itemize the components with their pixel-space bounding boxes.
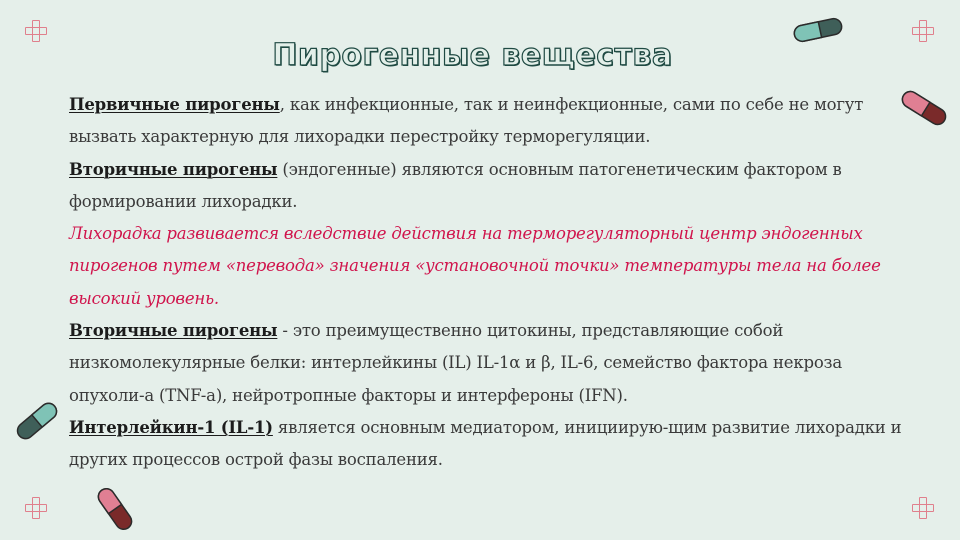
term-secondary-pyrogens: Вторичные пирогены xyxy=(69,159,278,179)
paragraph-text: является основным медиатором, инициирую-щим развитие лихорадки и других процессов острой фазы воспаления. xyxy=(69,417,902,470)
slide-body xyxy=(69,89,919,477)
paragraph-text: , как инфекционные, так и неинфекционные, сами по себе не могут вызвать характерную для лихорадки перестройку терморегуляции. xyxy=(69,95,864,147)
capsule-icon xyxy=(90,484,140,534)
plus-icon xyxy=(25,20,47,42)
capsule-icon xyxy=(12,398,62,444)
capsule-icon xyxy=(896,86,952,130)
term-primary-pyrogens: Первичные пирогены xyxy=(69,95,280,114)
paragraph-interleukin xyxy=(69,412,919,477)
capsule-icon xyxy=(790,14,846,46)
paragraph-fever-mechanism: Лихорадка развивается вследствие действия на терморегуляторный центр эндогенных пирогенов путем «перевода» значения «установочной точки» температуры тела на более высокий уровень. xyxy=(69,224,881,308)
plus-icon xyxy=(912,497,934,519)
paragraph-secondary-pyrogens xyxy=(69,154,919,219)
plus-icon xyxy=(25,497,47,519)
paragraph-text: (эндогенные) являются основным патогенетическим фактором в формировании лихорадки. xyxy=(69,159,842,211)
paragraph-cytokines xyxy=(69,315,919,412)
term-secondary-pyrogens: Вторичные пирогены xyxy=(69,321,278,341)
paragraph-primary-pyrogens xyxy=(69,89,919,154)
term-interleukin-1: Интерлейкин-1 (IL-1) xyxy=(69,417,273,437)
slide-title: Пирогенные вещества xyxy=(272,38,673,73)
paragraph-text: - это преимущественно цитокины, представляющие собой низкомолекулярные белки: интерлейкины (IL) IL-1α и β, IL-6, семейство фактора некроза опухоли-а (TNF-а), нейротропные факторы и интерфероны (IFN). xyxy=(69,321,842,405)
plus-icon xyxy=(912,20,934,42)
